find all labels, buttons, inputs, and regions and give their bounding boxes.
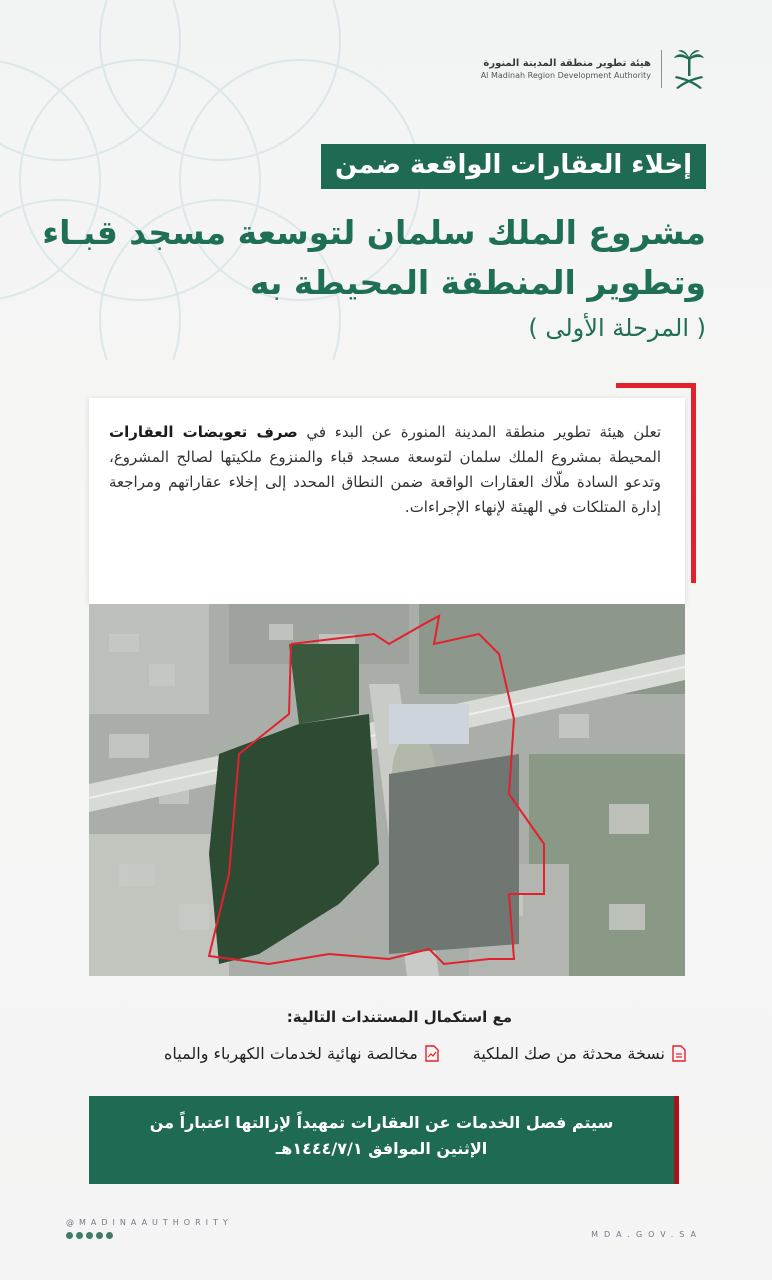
announcement-text	[109, 420, 661, 520]
title-line-1: مشروع الملك سلمان لتوسعة مسجد قبـاء	[42, 213, 706, 252]
youtube-icon[interactable]	[96, 1232, 103, 1239]
announcement-text-bold: صرف تعويضات العقارات	[109, 423, 298, 441]
documents-title: مع استكمال المستندات التالية:	[286, 1008, 512, 1026]
facebook-icon[interactable]	[66, 1232, 73, 1239]
satellite-map	[89, 604, 685, 976]
logo-divider	[661, 50, 662, 88]
announcement-text-part-2: المحيطة بمشروع الملك سلمان لتوسعة مسجد قباء والمنزوع ملكيتها لصالح المشروع، وتدعو السادة ملّاك العقارات الواقعة ضمن النطاق المحدد إلى إخلاء عقاراتهم ومراجعة إدارة المتلكات في الهيئة لإنهاء الإجراءات.	[109, 448, 661, 516]
org-logo	[481, 48, 706, 90]
document-item-label: نسخة محدثة من صك الملكية	[472, 1044, 665, 1063]
document-item-label: مخالصة نهائية لخدمات الكهرباء والمياه	[164, 1044, 418, 1063]
social-handle: @MADINAAUTHORITY	[66, 1218, 233, 1227]
org-name-english: Al Madinah Region Development Authority	[480, 71, 651, 80]
document-item-clearance	[164, 1044, 439, 1063]
website-link[interactable]: MDA.GOV.SA	[591, 1230, 702, 1239]
social-icons	[66, 1232, 113, 1239]
title-badge: إخلاء العقارات الواقعة ضمن	[321, 144, 706, 189]
documents-list	[164, 1044, 686, 1063]
title-line-2: وتطوير المنطقة المحيطة به	[250, 262, 706, 302]
service-disconnection-notice	[89, 1096, 679, 1184]
map-image	[89, 604, 685, 976]
org-name-arabic: هيئة تطوير منطقة المدينة المنورة	[483, 58, 651, 69]
twitter-icon[interactable]	[76, 1232, 83, 1239]
document-icon	[672, 1045, 686, 1062]
announcement-text-part-1: تعلن هيئة تطوير منطقة المدينة المنورة عن البدء في	[306, 423, 661, 441]
announcement-card	[89, 398, 685, 604]
phase-label: ( المرحلة الأولى )	[528, 314, 706, 342]
snapchat-icon[interactable]	[106, 1232, 113, 1239]
document-item-deed	[473, 1044, 686, 1063]
notice-line-1: سيتم فصل الخدمات عن العقارات تمهيداً لإزالتها اعتباراً من	[149, 1113, 614, 1132]
instagram-icon[interactable]	[86, 1232, 93, 1239]
page-title	[42, 208, 706, 307]
signed-document-icon	[425, 1045, 439, 1062]
palm-swords-emblem-icon	[672, 48, 706, 90]
notice-line-2: الإثنين الموافق ١٤٤٤/٧/١هـ	[275, 1139, 488, 1158]
